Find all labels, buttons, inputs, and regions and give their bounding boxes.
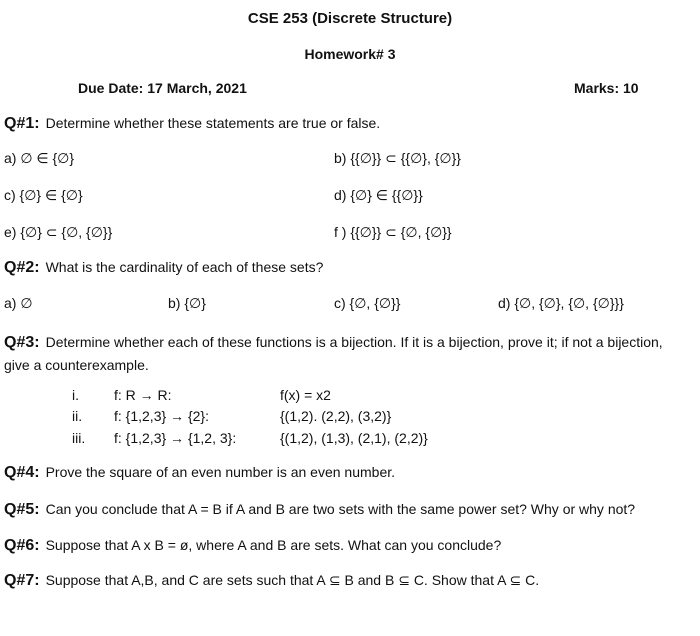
question-1-label: Q#1: — [4, 115, 40, 132]
question-7 — [4, 572, 539, 590]
homework-title: Homework# 3 — [304, 46, 396, 62]
q3-item-1-def: f(x) = x2 — [280, 387, 331, 403]
q1-option-d: d) {∅} ∈ {{∅}} — [334, 187, 423, 203]
question-5-label: Q#5: — [4, 501, 40, 518]
question-7-label: Q#7: — [4, 572, 40, 589]
q3-item-3-num: iii. — [72, 430, 86, 446]
q3-item-3-func: f: {1,2,3} → {1,2, 3}: — [114, 430, 237, 446]
q3-item-3-def: {(1,2), (1,3), (2,1), (2,2)} — [280, 430, 428, 446]
q1-option-f: f ) {{∅}} ⊂ {∅, {∅}} — [334, 224, 452, 240]
q1-option-c: c) {∅} ∈ {∅} — [4, 187, 83, 203]
question-3-label: Q#3: — [4, 334, 40, 351]
q2-option-c: c) {∅, {∅}} — [334, 295, 401, 311]
q3-item-1-func: f: R → R: — [114, 387, 172, 403]
q2-option-d: d) {∅, {∅}, {∅, {∅}}} — [498, 295, 624, 311]
question-2 — [4, 259, 323, 277]
q3-item-2-num: ii. — [72, 408, 83, 424]
question-3 — [4, 331, 684, 376]
question-2-text: What is the cardinality of each of these sets? — [45, 259, 324, 275]
q2-option-b: b) {∅} — [168, 295, 206, 311]
question-6-label: Q#6: — [4, 537, 40, 554]
question-1 — [4, 115, 380, 133]
q3-item-2-func: f: {1,2,3} → {2}: — [114, 408, 209, 424]
q1-option-e: e) {∅} ⊂ {∅, {∅}} — [4, 224, 113, 240]
question-6-text: Suppose that A x B = ø, where A and B are sets. What can you conclude? — [45, 537, 502, 553]
q3-item-2-def: {(1,2). (2,2), (3,2)} — [280, 408, 392, 424]
question-5-text: Can you conclude that A = B if A and B are two sets with the same power set? Why or why not? — [45, 501, 636, 517]
question-1-text: Determine whether these statements are true or false. — [45, 115, 381, 131]
q2-option-a: a) ∅ — [4, 295, 33, 311]
question-4-text: Prove the square of an even number is an even number. — [45, 464, 396, 480]
q1-option-a: a) ∅ ∈ {∅} — [4, 150, 75, 166]
question-3-text: Determine whether each of these functions is a bijection. If it is a bijection, prove it; if not a bijection, give a counterexample. — [4, 334, 663, 373]
q1-option-b: b) {{∅}} ⊂ {{∅}, {∅}} — [334, 150, 461, 166]
marks: Marks: 10 — [574, 80, 639, 96]
question-2-label: Q#2: — [4, 259, 40, 276]
question-4-label: Q#4: — [4, 464, 40, 481]
course-title: CSE 253 (Discrete Structure) — [247, 10, 453, 27]
question-4 — [4, 464, 395, 482]
question-5 — [4, 501, 635, 519]
due-date: Due Date: 17 March, 2021 — [78, 80, 247, 96]
question-6 — [4, 537, 501, 555]
q3-item-1-num: i. — [72, 387, 79, 403]
question-7-text: Suppose that A,B, and C are sets such that A ⊆ B and B ⊆ C. Show that A ⊆ C. — [45, 572, 540, 588]
